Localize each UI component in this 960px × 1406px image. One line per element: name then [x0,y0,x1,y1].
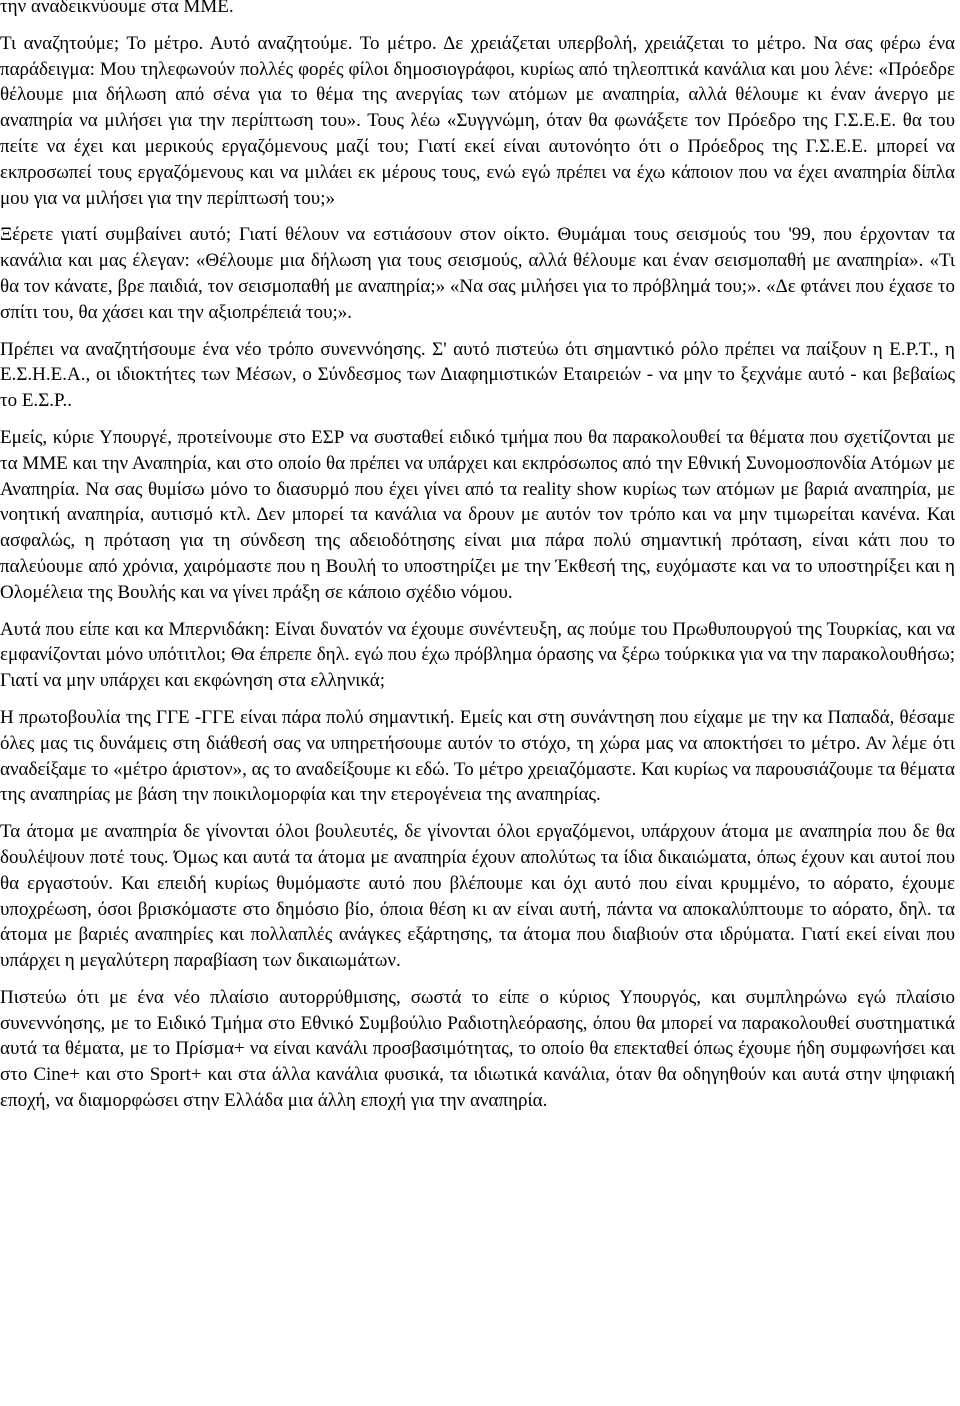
paragraph: Τα άτομα με αναπηρία δε γίνονται όλοι βουλευτές, δε γίνονται όλοι εργαζόμενοι, υπάρχουν άτομα με αναπηρία που δε θα δουλέψουν ποτέ τους. Όμως και αυτά τα άτομα με αναπηρία έχουν απολύτως τα ίδια δικαιώματα, όπως έχουν και αυτοί που θα εργαστούν. Και επειδή κυρίως θυμόμαστε αυτό που βλέπουμε και όχι αυτό που είναι κρυμμένο, το αόρατο, έχουμε υποχρέωση, όσοι βρισκόμαστε στο δημόσιο βίο, όποια θέση κι αν είναι αυτή, πάντα να αποκαλύπτουμε το αόρατο, δηλ. τα άτομα με βαριές αναπηρίες και πολλαπλές ανάγκες εξάρτησης, τα άτομα που διαβιούν στα ιδρύματα. Γιατί εκεί είναι που υπάρχει η μεγαλύτερη παραβίαση των δικαιωμάτων. [0,821,955,972]
paragraph: Ξέρετε γιατί συμβαίνει αυτό; Γιατί θέλουν να εστιάσουν στον οίκτο. Θυμάμαι τους σεισμούς του '99, που έρχονταν τα κανάλια και μας έλεγαν: «Θέλουμε μια δήλωση για τους σεισμούς, αλλά θέλουμε και έναν σεισμοπαθή με αναπηρία». «Τι θα τον κάνατε, βρε παιδιά, τον σεισμοπαθή με αναπηρία;» «Να σας μιλήσει για το πρόβλημά του;». «Δε φτάνει που έχασε το σπίτι του, θα χάσει και την αξιοπρέπειά του;». [0,224,955,323]
paragraph: Εμείς, κύριε Υπουργέ, προτείνουμε στο ΕΣΡ να συσταθεί ειδικό τμήμα που θα παρακολουθεί τα θέματα που σχετίζονται με τα ΜΜΕ και την Αναπηρία, και στο οποίο θα πρέπει να υπάρχει και εκπρόσωπος από την Εθνική Συνομοσπονδία Ατόμων με Αναπηρία. Να σας θυμίσω μόνο το διασυρμό που έχει γίνει από τα reality show κυρίως των ατόμων με βαριά αναπηρία, με νοητική αναπηρία, αυτισμό κτλ. Δεν μπορεί τα κανάλια να δρουν με αυτόν τον τρόπο και να μην τιμωρείται κανένα. Και ασφαλώς, η πρόταση για τη σύνδεση της αδειοδότησης είναι μια πάρα πολύ σημαντική πρόταση, είναι κάτι που το παλεύουμε από χρόνια, χαιρόμαστε που η Βουλή το υποστηρίζει με την Έκθεσή της, ευχόμαστε και να το υποστηρίξει και η Ολομέλεια της Βουλής και να γίνει πράξη σε κάποιο σχέδιο νόμου. [0,426,955,603]
paragraph: Η πρωτοβουλία της ΓΓΕ -ΓΓΕ είναι πάρα πολύ σημαντική. Εμείς και στη συνάντηση που είχαμε με την κα Παπαδά, θέσαμε όλες μας τις δυνάμεις στη διάθεσή σας να υπηρετήσουμε αυτόν το στόχο, τη χώρα μας να αποκτήσει το μέτρο. Αν λέμε ότι αναδείξαμε το «μέτρο άριστον», ας το αναδείξουμε κι εδώ. Το μέτρο χρειαζόμαστε. Και κυρίως να παρουσιάζουμε τα θέματα της αναπηρίας με βάση την ποικιλομορφία και την ετερογένεια της αναπηρίας. [0,706,955,806]
paragraph: Τι αναζητούμε; Το μέτρο. Αυτό αναζητούμε. Το μέτρο. Δε χρειάζεται υπερβολή, χρειάζεται το μέτρο. Να σας φέρω ένα παράδειγμα: Μου τηλεφωνούν πολλές φορές φίλοι δημοσιογράφοι, κυρίως από τηλεοπτικά κανάλια και μου λένε: «Πρόεδρε θέλουμε μια δήλωση από σένα για το θέμα της ανεργίας των ατόμων με αναπηρία, αλλά θέλουμε κι έναν άνεργο με αναπηρία να μιλήσει για την περίπτωση του». Τους λέω «Συγγνώμη, όταν θα φωνάξετε τον Πρόεδρο της Γ.Σ.Ε.Ε. θα του πείτε να έχει και μερικούς εργαζόμενους μαζί του; Γιατί εκεί είναι αυτονόητο ότι ο Πρόεδρος της Γ.Σ.Ε.Ε. μπορεί να εκπροσωπεί τους εργαζόμενους και να μιλάει εκ μέρους τους, ενώ εγώ πρέπει να έχω κάποιον που να έχει αναπηρία δίπλα μου για να μιλήσει για την περίπτωσή του;» [0,32,955,209]
paragraph: Πιστεύω ότι με ένα νέο πλαίσιο αυτορρύθμισης, σωστά το είπε ο κύριος Υπουργός, και συμπληρώνω εγώ πλαίσιο συνεννόησης, με το Ειδικό Τμήμα στο Εθνικό Συμβούλιο Ραδιοτηλεόρασης, όπου θα μπορεί να παρακολουθεί συστηματικά αυτά τα θέματα, με το Πρίσμα+ να είναι κανάλι προσβασιμότητας, το οποίο θα επεκταθεί όπως έχουμε ήδη συμφωνήσει και στο Cine+ και στο Sport+ και στα άλλα κανάλια φυσικά, τα ιδιωτικά κανάλια, όταν θα οδηγηθούν και αυτά στην ψηφιακή εποχή, να διαμορφώσει στην Ελλάδα μια άλλη εποχή για την αναπηρία. [0,986,955,1112]
paragraph: την αναδεικνύουμε στα ΜΜΕ. [0,0,234,17]
paragraph: Αυτά που είπε και κα Μπερνιδάκη: Είναι δυνατόν να έχουμε συνέντευξη, ας πούμε του Πρωθυπουργού της Τουρκίας, και να εμφανίζονται μόνο υπότιτλοι; Θα έπρεπε δηλ. εγώ που έχω πρόβλημα όρασης να ξέρω τούρκικα για να την παρακολουθήσω; Γιατί να μην υπάρχει και εκφώνηση στα ελληνικά; [0,618,955,692]
paragraph: Πρέπει να αναζητήσουμε ένα νέο τρόπο συνεννόησης. Σ' αυτό πιστεύω ότι σημαντικό ρόλο πρέπει να παίξουν η Ε.Ρ.Τ., η Ε.Σ.Η.Ε.Α., οι ιδιοκτήτες των Μέσων, ο Σύνδεσμος των Διαφημιστικών Εταιρειών - να μην το ξεχνάμε αυτό - και βεβαίως το Ε.Σ.Ρ.. [0,338,955,412]
